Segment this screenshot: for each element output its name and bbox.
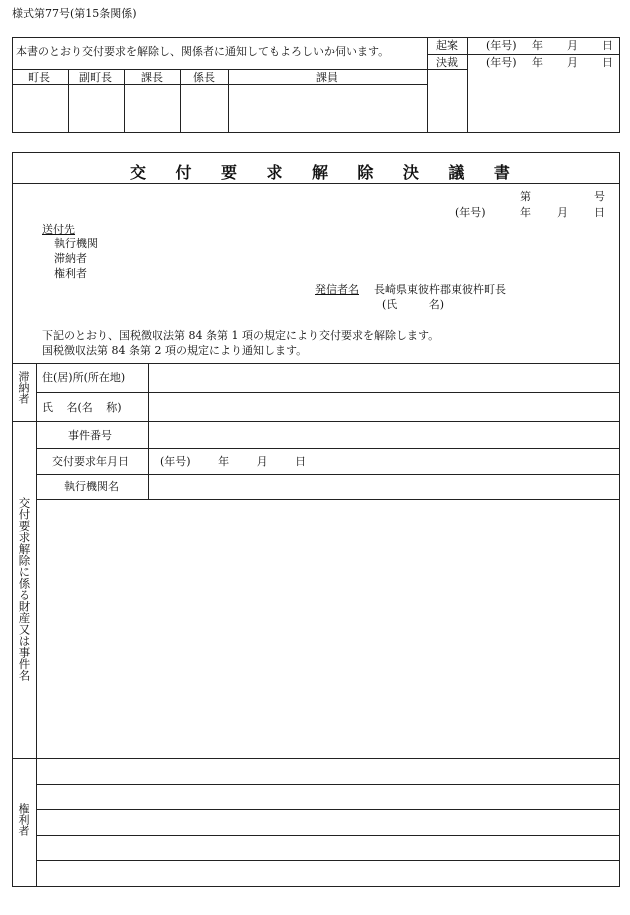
kessai-era: (年号) (486, 56, 517, 69)
sender-value: 長崎県東彼杵郡東彼杵町長 (374, 283, 506, 296)
document-title (130, 160, 510, 183)
kian-month: 月 (567, 39, 578, 52)
title-char: 議 (448, 163, 465, 182)
header-kacho: 課長 (141, 71, 163, 84)
body-line-2: 国税徴収法第 84 条第 2 項の規定により通知します。 (42, 344, 308, 357)
address-label: 住(居)所(所在地) (42, 371, 126, 384)
name-label: 氏 名(名 称) (42, 401, 122, 414)
delinquent-label: 滞納者 (17, 371, 30, 404)
title-char: 解 (311, 163, 328, 182)
header-kakaricho: 係長 (193, 71, 215, 84)
doc-era: (年号) (455, 206, 486, 219)
kian-year: 年 (532, 39, 543, 52)
recipient-delinquent: 滞納者 (54, 252, 87, 265)
kessai-month: 月 (567, 56, 578, 69)
approval-notice: 本書のとおり交付要求を解除し、関係者に通知してもよろしいか伺います。 (16, 45, 390, 58)
title-char: 書 (493, 163, 510, 182)
header-chocho: 町長 (28, 71, 50, 84)
recipient-rights-holder: 権利者 (54, 267, 87, 280)
body-line-1: 下記のとおり、国税徴収法第 84 条第 1 項の規定により交付要求を解除します。 (42, 329, 440, 342)
case-section-label: 交付要求解除に係る財産又は事件名 (17, 497, 32, 681)
request-date-value: (年号) 年 月 日 (160, 455, 307, 468)
title-char: 除 (357, 163, 374, 182)
title-char: 要 (220, 163, 237, 182)
header-fukuchocho: 副町長 (79, 71, 112, 84)
request-date-label: 交付要求年月日 (52, 455, 129, 468)
doc-day: 日 (594, 206, 605, 219)
kessai-label: 決裁 (436, 56, 458, 69)
kian-day: 日 (602, 39, 613, 52)
doc-year: 年 (520, 206, 531, 219)
rights-holder-label: 権利者 (17, 803, 30, 836)
title-char: 決 (402, 163, 419, 182)
kian-label: 起案 (436, 39, 458, 52)
kian-era: (年号) (486, 39, 517, 52)
title-char: 求 (266, 163, 283, 182)
form-number: 様式第77号(第15条関係) (12, 7, 137, 20)
recipients-label: 送付先 (42, 223, 75, 236)
title-char: 付 (175, 163, 192, 182)
agency-label: 執行機関名 (64, 480, 119, 493)
doc-go: 号 (594, 190, 605, 203)
kessai-day: 日 (602, 56, 613, 69)
doc-dai: 第 (520, 190, 531, 203)
recipient-agency: 執行機関 (54, 237, 98, 250)
doc-month: 月 (557, 206, 568, 219)
header-kain: 課員 (316, 71, 338, 84)
kessai-year: 年 (532, 56, 543, 69)
sender-name: (氏 名) (382, 298, 445, 311)
case-number-label: 事件番号 (68, 429, 112, 442)
title-char: 交 (130, 163, 147, 182)
document-box (12, 152, 620, 887)
sender-label: 発信者名 (315, 283, 359, 296)
